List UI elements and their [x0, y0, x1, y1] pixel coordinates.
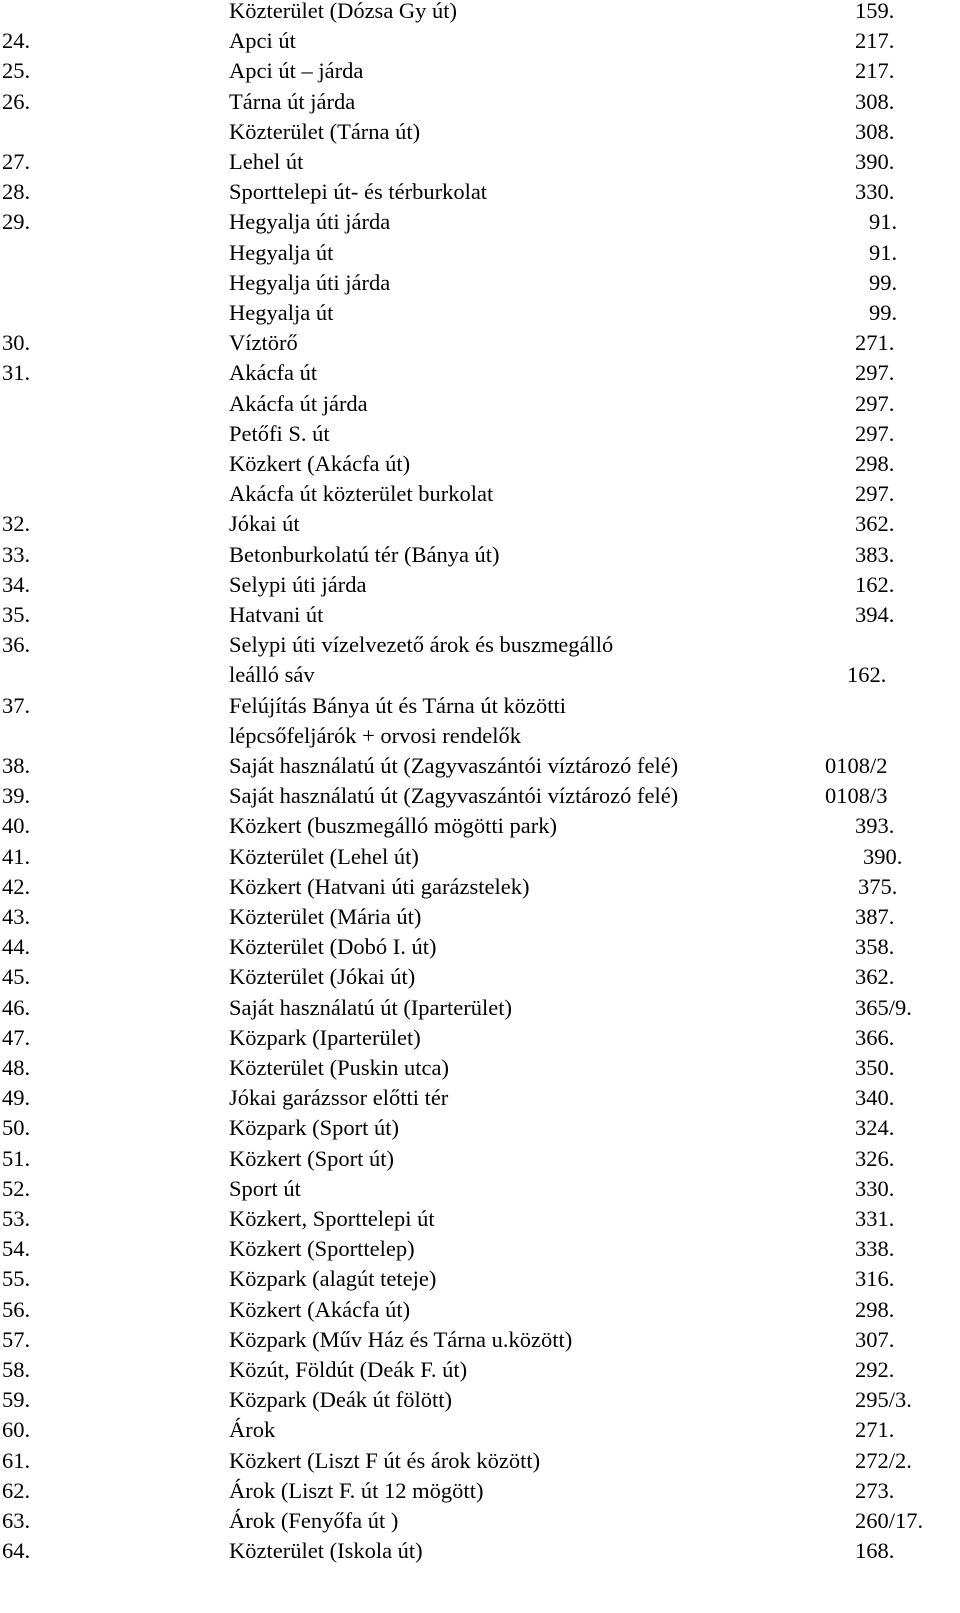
- list-row: [0, 751, 960, 781]
- row-name: Közterület (Mária út): [229, 904, 422, 929]
- row-parcel-number: 393.: [855, 813, 895, 839]
- row-number: 50.: [2, 1115, 31, 1141]
- list-row: [0, 207, 960, 237]
- list-row: [0, 1506, 960, 1536]
- row-name: Hegyalja út: [229, 239, 334, 265]
- row-name: Közpark (Deák út fölött): [229, 1387, 453, 1413]
- row-number: 55.: [2, 1266, 31, 1292]
- row-parcel-number: 271.: [855, 1417, 895, 1443]
- list-row: [0, 298, 960, 328]
- row-number: 33.: [2, 541, 31, 567]
- row-number: 48.: [2, 1055, 31, 1080]
- list-row: [0, 358, 960, 388]
- row-number: 31.: [2, 360, 31, 386]
- list-row: [0, 479, 960, 509]
- row-name: Víztörő: [229, 330, 298, 356]
- row-number: 41.: [2, 843, 31, 869]
- list-row: [0, 419, 960, 449]
- row-parcel-number: 331.: [855, 1206, 895, 1231]
- list-row: [0, 932, 960, 962]
- row-number: 51.: [2, 1145, 31, 1171]
- row-parcel-number: 260/17.: [855, 1508, 924, 1533]
- row-parcel-number: 394.: [855, 602, 895, 627]
- list-row: [0, 26, 960, 56]
- row-parcel-number: 159.: [855, 0, 895, 23]
- row-name: Közterület (Tárna út): [229, 118, 421, 144]
- row-parcel-number: 307.: [855, 1326, 895, 1352]
- row-parcel-number: 217.: [855, 28, 895, 54]
- row-number: 52.: [2, 1175, 31, 1201]
- row-parcel-number: 297.: [855, 481, 895, 507]
- row-name: Közkert (Akácfa út): [229, 451, 411, 476]
- row-parcel-number: 0108/3: [825, 783, 888, 809]
- row-name: Közkert (Hatvani úti garázstelek): [229, 873, 530, 899]
- row-name: Apci út: [229, 28, 296, 54]
- row-name: Közkert (Sport út): [229, 1145, 394, 1171]
- list-row: [0, 147, 960, 177]
- row-parcel-number: 390.: [855, 149, 895, 174]
- row-parcel-number: 387.: [855, 904, 895, 929]
- row-number: 47.: [2, 1024, 31, 1050]
- row-parcel-number: 365/9.: [855, 994, 912, 1020]
- row-parcel-number: 366.: [855, 1024, 895, 1050]
- row-parcel-number: 91.: [869, 209, 898, 235]
- row-name: Saját használatú út (Iparterület): [229, 994, 512, 1020]
- row-name: Selypi úti vízelvezető árok és buszmegálló: [229, 632, 614, 658]
- row-parcel-number: 375.: [858, 873, 898, 899]
- list-row: [0, 1415, 960, 1445]
- row-number: 54.: [2, 1236, 31, 1262]
- row-parcel-number: 338.: [855, 1236, 895, 1262]
- row-name: Petőfi S. út: [229, 420, 330, 446]
- list-row: [0, 87, 960, 117]
- list-row: [0, 1536, 960, 1566]
- row-number: 29.: [2, 209, 31, 235]
- list-row: [0, 630, 960, 660]
- row-parcel-number: 292.: [855, 1357, 895, 1382]
- row-name: Közpark (Sport út): [229, 1115, 399, 1141]
- row-number: 43.: [2, 904, 31, 929]
- row-parcel-number: 330.: [855, 1175, 895, 1201]
- list-row: [0, 1174, 960, 1204]
- row-number: 45.: [2, 964, 31, 990]
- row-name: Selypi úti járda: [229, 571, 367, 597]
- row-name: Közkert (Akácfa út): [229, 1296, 411, 1322]
- row-number: 49.: [2, 1085, 31, 1111]
- list-row: [0, 600, 960, 630]
- list-row: [0, 177, 960, 207]
- list-row: [0, 872, 960, 902]
- row-name: Közterület (Iskola út): [229, 1538, 423, 1564]
- row-name: Közterület (Dózsa Gy út): [229, 0, 458, 23]
- row-name: Közkert, Sporttelepi út: [229, 1206, 435, 1231]
- row-parcel-number: 217.: [855, 58, 895, 84]
- row-name: Közkert (buszmegálló mögötti park): [229, 813, 558, 839]
- row-number: 25.: [2, 58, 31, 84]
- row-number: 32.: [2, 511, 31, 537]
- row-name: Árok: [229, 1417, 276, 1443]
- list-row: [0, 1385, 960, 1415]
- row-name: Apci út – járda: [229, 58, 364, 84]
- row-name: Hegyalja úti járda: [229, 209, 391, 235]
- list-row: [0, 1083, 960, 1113]
- row-name: Árok (Fenyőfa út ): [229, 1508, 399, 1533]
- row-number: 30.: [2, 330, 31, 356]
- row-name: Sport út: [229, 1175, 301, 1201]
- list-row: [0, 721, 960, 751]
- row-parcel-number: 298.: [855, 1296, 895, 1322]
- list-row: [0, 1144, 960, 1174]
- row-name: Saját használatú út (Zagyvaszántói víztározó felé): [229, 753, 679, 778]
- row-number: 56.: [2, 1296, 31, 1322]
- list-row: [0, 1355, 960, 1385]
- row-parcel-number: 362.: [855, 964, 895, 990]
- list-row: [0, 902, 960, 932]
- list-row: [0, 268, 960, 298]
- row-parcel-number: 91.: [869, 239, 898, 265]
- row-parcel-number: 297.: [855, 360, 895, 386]
- list-row: [0, 1295, 960, 1325]
- row-number: 27.: [2, 149, 31, 174]
- list-row: [0, 1264, 960, 1294]
- row-parcel-number: 350.: [855, 1055, 895, 1080]
- row-number: 59.: [2, 1387, 31, 1413]
- list-row: [0, 1023, 960, 1053]
- row-number: 40.: [2, 813, 31, 839]
- row-parcel-number: 383.: [855, 541, 895, 567]
- row-number: 26.: [2, 88, 31, 114]
- row-name: Közterület (Jókai út): [229, 964, 416, 990]
- list-row: [0, 660, 960, 690]
- row-name: Közterület (Lehel út): [229, 843, 419, 869]
- row-parcel-number: 0108/2: [825, 753, 888, 778]
- row-number: 46.: [2, 994, 31, 1020]
- row-parcel-number: 308.: [855, 118, 895, 144]
- row-parcel-number: 168.: [855, 1538, 895, 1564]
- row-parcel-number: 297.: [855, 390, 895, 416]
- row-number: 53.: [2, 1206, 31, 1231]
- row-name: Sporttelepi út- és térburkolat: [229, 179, 488, 205]
- row-number: 58.: [2, 1357, 31, 1382]
- row-name: Saját használatú út (Zagyvaszántói víztározó felé): [229, 783, 679, 809]
- row-parcel-number: 298.: [855, 451, 895, 476]
- list-row: [0, 962, 960, 992]
- list-row: [0, 1476, 960, 1506]
- list-row: [0, 328, 960, 358]
- row-parcel-number: 362.: [855, 511, 895, 537]
- row-parcel-number: 316.: [855, 1266, 895, 1292]
- row-number: 61.: [2, 1447, 31, 1473]
- row-name: Akácfa út: [229, 360, 318, 386]
- list-row: [0, 509, 960, 539]
- row-number: 42.: [2, 873, 31, 899]
- row-number: 37.: [2, 692, 31, 718]
- list-row: [0, 56, 960, 86]
- list-row: [0, 389, 960, 419]
- list-row: [0, 993, 960, 1023]
- list-row: [0, 1446, 960, 1476]
- row-number: 28.: [2, 179, 31, 205]
- row-parcel-number: 297.: [855, 420, 895, 446]
- row-number: 64.: [2, 1538, 31, 1564]
- row-parcel-number: 326.: [855, 1145, 895, 1171]
- list-row: [0, 117, 960, 147]
- row-name: Tárna út járda: [229, 88, 356, 114]
- row-name: Jókai út: [229, 511, 300, 537]
- list-row: [0, 449, 960, 479]
- row-parcel-number: 295/3.: [855, 1387, 912, 1413]
- row-name: Közpark (alagút teteje): [229, 1266, 437, 1292]
- list-row: [0, 540, 960, 570]
- row-name: Akácfa út járda: [229, 390, 368, 416]
- row-name: Felújítás Bánya út és Tárna út közötti: [229, 692, 567, 718]
- row-parcel-number: 271.: [855, 330, 895, 356]
- row-number: 39.: [2, 783, 31, 809]
- row-number: 38.: [2, 753, 31, 778]
- row-number: 44.: [2, 934, 31, 960]
- list-row: [0, 570, 960, 600]
- row-parcel-number: 99.: [869, 300, 898, 325]
- row-number: 36.: [2, 632, 31, 658]
- row-number: 63.: [2, 1508, 31, 1533]
- row-name: Közterület (Puskin utca): [229, 1055, 449, 1080]
- row-name: Közpark (Műv Ház és Tárna u.között): [229, 1326, 573, 1352]
- row-parcel-number: 340.: [855, 1085, 895, 1111]
- list-row: [0, 811, 960, 841]
- row-name: Hegyalja út: [229, 300, 334, 325]
- list-row: [0, 1113, 960, 1143]
- row-name: lépcsőfeljárók + orvosi rendelők: [229, 722, 521, 748]
- list-row: [0, 691, 960, 721]
- list-row: [0, 1234, 960, 1264]
- row-name: Közkert (Liszt F út és árok között): [229, 1447, 541, 1473]
- row-name: Lehel út: [229, 149, 304, 174]
- row-name: leálló sáv: [229, 662, 315, 688]
- list-row: [0, 238, 960, 268]
- list-row: [0, 1325, 960, 1355]
- row-number: 35.: [2, 602, 31, 627]
- row-name: Hegyalja úti járda: [229, 269, 391, 295]
- row-name: Közpark (Iparterület): [229, 1024, 421, 1050]
- list-row: [0, 781, 960, 811]
- row-name: Árok (Liszt F. út 12 mögött): [229, 1477, 484, 1503]
- row-parcel-number: 99.: [869, 269, 898, 295]
- list-row: [0, 842, 960, 872]
- row-parcel-number: 324.: [855, 1115, 895, 1141]
- row-parcel-number: 273.: [855, 1477, 895, 1503]
- list-row: [0, 1053, 960, 1083]
- row-name: Közút, Földút (Deák F. út): [229, 1357, 468, 1382]
- row-parcel-number: 308.: [855, 88, 895, 114]
- row-number: 24.: [2, 28, 31, 54]
- row-name: Hatvani út: [229, 602, 324, 627]
- row-name: Akácfa út közterület burkolat: [229, 481, 494, 507]
- row-parcel-number: 358.: [855, 934, 895, 960]
- list-row: [0, 1204, 960, 1234]
- row-name: Jókai garázssor előtti tér: [229, 1085, 449, 1111]
- row-name: Közterület (Dobó I. út): [229, 934, 437, 960]
- row-number: 34.: [2, 571, 31, 597]
- row-number: 57.: [2, 1326, 31, 1352]
- row-parcel-number: 390.: [863, 843, 903, 869]
- row-parcel-number: 272/2.: [855, 1447, 912, 1473]
- row-parcel-number: 162.: [847, 662, 887, 688]
- row-name: Betonburkolatú tér (Bánya út): [229, 541, 500, 567]
- row-number: 62.: [2, 1477, 31, 1503]
- row-name: Közkert (Sporttelep): [229, 1236, 415, 1262]
- row-parcel-number: 330.: [855, 179, 895, 205]
- list-row: [0, 0, 960, 26]
- row-number: 60.: [2, 1417, 31, 1443]
- row-parcel-number: 162.: [855, 571, 895, 597]
